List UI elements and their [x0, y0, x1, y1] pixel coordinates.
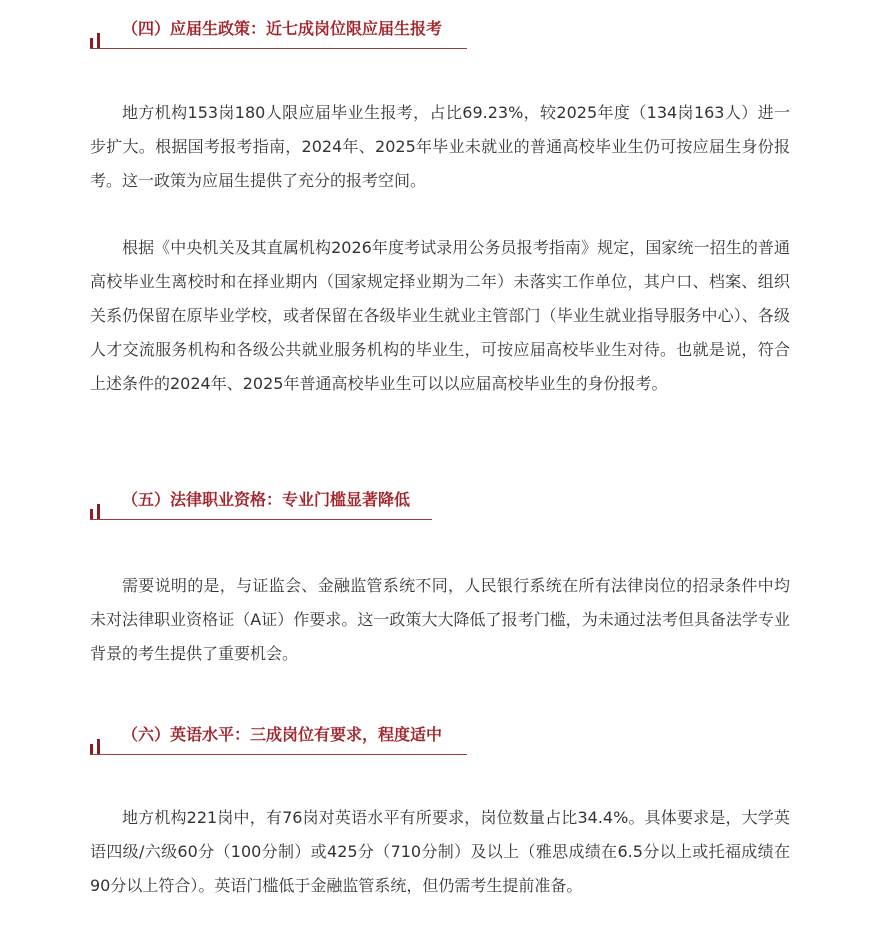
paragraph: 需要说明的是，与证监会、金融监管系统不同，人民银行系统在所有法律岗位的招录条件中均未对法律职业资格证（A证）作要求。这一政策大大降低了报考门槛，为未通过法考但具备法学专业背景的考生提供了重要机会。 [90, 576, 790, 663]
heading-underline [90, 754, 467, 755]
section-heading-4 [90, 18, 470, 50]
section-title: （四）应届生政策：近七成岗位限应届生报考 [122, 19, 443, 38]
paragraph: 地方机构221岗中，有76岗对英语水平有所要求，岗位数量占比34.4%。具体要求是，大学英语四级/六级60分（100分制）或425分（710分制）及以上（雅思成绩在6.5分以上或托福成绩在90分以上符合）。英语门槛低于金融监管系统，但仍需考生提前准备。 [90, 808, 790, 895]
paragraph: 根据《中央机关及其直属机构2026年度考试录用公务员报考指南》规定，国家统一招生的普通高校毕业生离校时和在择业期内（国家规定择业期为二年）未落实工作单位，其户口、档案、组织关系仍保留在原毕业学校，或者保留在各级毕业生就业主管部门（毕业生就业指导服务中心）、各级人才交流服务机构和各级公共就业服务机构的毕业生，可按应届高校毕业生对待。也就是说，符合上述条件的2024年、2025年普通高校毕业生可以以应届高校毕业生的身份报考。 [90, 238, 790, 393]
section-title: （六）英语水平：三成岗位有要求，程度适中 [122, 725, 443, 744]
heading-underline [90, 519, 432, 520]
heading-accent-bar [97, 739, 100, 754]
section-heading-6 [90, 724, 470, 756]
section-heading-5 [90, 489, 435, 521]
heading-accent-bar [97, 504, 100, 519]
heading-accent-bar [90, 744, 93, 754]
section-title: （五）法律职业资格：专业门槛显著降低 [122, 490, 411, 509]
heading-accent-bar [90, 38, 93, 48]
heading-accent-bar [90, 509, 93, 519]
paragraph: 地方机构153岗180人限应届毕业生报考，占比69.23%，较2025年度（134岗163人）进一步扩大。根据国考报考指南，2024年、2025年毕业未就业的普通高校毕业生仍可按应届生身份报考。这一政策为应届生提供了充分的报考空间。 [90, 103, 790, 190]
heading-underline [90, 48, 467, 49]
heading-accent-bar [97, 33, 100, 48]
